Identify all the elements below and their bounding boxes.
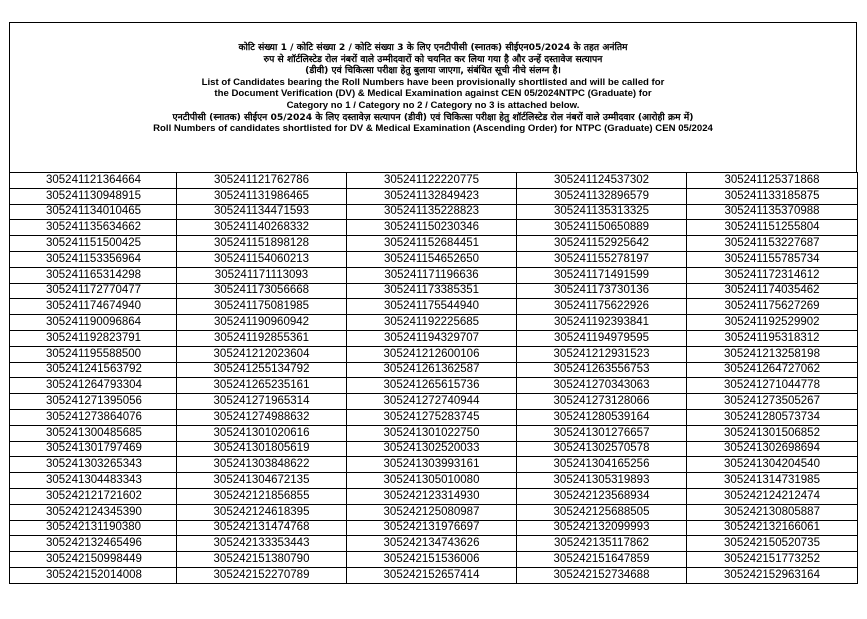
roll-number-cell: 305241175622926 [517, 299, 687, 315]
roll-number-cell: 305241133185875 [687, 188, 858, 204]
roll-number-cell: 305241264727062 [687, 362, 858, 378]
roll-number-cell: 305241152684451 [347, 236, 517, 252]
roll-number-cell: 305241153227687 [687, 236, 858, 252]
roll-number-cell: 305242151773252 [687, 552, 858, 568]
table-row [10, 473, 858, 489]
roll-number-cell: 305241171196636 [347, 267, 517, 283]
roll-number-cell: 305241150230346 [347, 220, 517, 236]
roll-number-cell: 305241192823791 [10, 330, 177, 346]
roll-number-cell: 305241212600106 [347, 346, 517, 362]
roll-number-cell: 305241175081985 [177, 299, 347, 315]
roll-number-cell: 305242123568934 [517, 488, 687, 504]
roll-number-cell: 305242125080987 [347, 504, 517, 520]
header-line-english-3: Category no 1 / Category no 2 / Category no 3 is attached below. [286, 99, 580, 111]
roll-number-cell: 305241195588500 [10, 346, 177, 362]
roll-number-cell: 305242152734688 [517, 567, 687, 583]
roll-number-cell: 305241140268332 [177, 220, 347, 236]
table-row [10, 567, 858, 583]
roll-number-cell: 305242132166061 [687, 520, 858, 536]
roll-number-cell: 305241265235161 [177, 378, 347, 394]
header-line-hindi-1: कोटि संख्या 1 / कोटि संख्या 2 / कोटि संख्या 3 के लिए एनटीपीसी (स्नातक) सीईएन05/2024 के तहत अनंतिम [238, 42, 628, 53]
table-row [10, 330, 858, 346]
roll-number-cell: 305242150520735 [687, 536, 858, 552]
roll-number-cell: 305241274988632 [177, 409, 347, 425]
roll-number-cell: 305241304672135 [177, 473, 347, 489]
table-row [10, 378, 858, 394]
roll-number-cell: 305241153356964 [10, 251, 177, 267]
roll-number-cell: 305241132849423 [347, 188, 517, 204]
roll-number-cell: 305241135228823 [347, 204, 517, 220]
roll-number-cell: 305242151536006 [347, 552, 517, 568]
roll-number-cell: 305241130948915 [10, 188, 177, 204]
roll-number-cell: 305241155785734 [687, 251, 858, 267]
roll-number-cell: 305241172770477 [10, 283, 177, 299]
roll-number-cell: 305241301276657 [517, 425, 687, 441]
roll-number-cell: 305242132099993 [517, 520, 687, 536]
roll-number-cell: 305242151647859 [517, 552, 687, 568]
roll-number-cell: 305241152925642 [517, 236, 687, 252]
roll-number-cell: 305241165314298 [10, 267, 177, 283]
roll-number-cell: 305241305319893 [517, 473, 687, 489]
roll-number-cell: 305241171113093 [177, 267, 347, 283]
roll-number-cell: 305241124537302 [517, 173, 687, 189]
roll-number-cell: 305241270343063 [517, 378, 687, 394]
roll-number-cell: 305242123314930 [347, 488, 517, 504]
roll-number-cell: 305241301797469 [10, 441, 177, 457]
table-row [10, 362, 858, 378]
roll-number-cell: 305242133353443 [177, 536, 347, 552]
roll-number-cell: 305241273128066 [517, 394, 687, 410]
roll-number-cell: 305241190096864 [10, 315, 177, 331]
table-row [10, 299, 858, 315]
roll-number-cell: 305241301506852 [687, 425, 858, 441]
roll-number-cell: 305241135370988 [687, 204, 858, 220]
roll-number-cell: 305241134010465 [10, 204, 177, 220]
roll-number-cell: 305241172314612 [687, 267, 858, 283]
roll-number-cell: 305242124212474 [687, 488, 858, 504]
roll-number-cell: 305241212023604 [177, 346, 347, 362]
roll-number-cell: 305242134743626 [347, 536, 517, 552]
roll-number-cell: 305242152270789 [177, 567, 347, 583]
roll-number-cell: 305241150650889 [517, 220, 687, 236]
table-row [10, 552, 858, 568]
roll-number-cell: 305241135634662 [10, 220, 177, 236]
table-row [10, 394, 858, 410]
roll-number-table [9, 172, 858, 584]
roll-number-cell: 305241271395056 [10, 394, 177, 410]
roll-number-cell: 305242121856855 [177, 488, 347, 504]
roll-number-cell: 305242131190380 [10, 520, 177, 536]
roll-number-cell: 305241135313325 [517, 204, 687, 220]
roll-number-cell: 305242135117862 [517, 536, 687, 552]
roll-number-cell: 305241171491599 [517, 267, 687, 283]
roll-number-cell: 305241263556753 [517, 362, 687, 378]
roll-number-cell: 305241241563792 [10, 362, 177, 378]
roll-number-cell: 305242131474768 [177, 520, 347, 536]
roll-number-cell: 305241151898128 [177, 236, 347, 252]
table-row [10, 204, 858, 220]
roll-number-cell: 305242152014008 [10, 567, 177, 583]
roll-number-cell: 305241265615736 [347, 378, 517, 394]
roll-number-cell: 305241190960942 [177, 315, 347, 331]
roll-number-cell: 305241173385351 [347, 283, 517, 299]
table-row [10, 536, 858, 552]
roll-number-cell: 305242131976697 [347, 520, 517, 536]
roll-number-cell: 305241174035462 [687, 283, 858, 299]
roll-number-cell: 305241131986465 [177, 188, 347, 204]
roll-number-cell: 305241175627269 [687, 299, 858, 315]
header-line-english-4: Roll Numbers of candidates shortlisted for DV & Medical Examination (Ascending Order) for NTPC (Graduate) CEN 05/2024 [153, 123, 713, 135]
roll-number-cell: 305241302570578 [517, 441, 687, 457]
roll-number-cell: 305241173056668 [177, 283, 347, 299]
document-page [9, 22, 857, 584]
roll-number-cell: 305241303993161 [347, 457, 517, 473]
roll-number-cell: 305241304483343 [10, 473, 177, 489]
roll-number-cell: 305242151380790 [177, 552, 347, 568]
table-row [10, 441, 858, 457]
roll-number-cell: 305241280573734 [687, 409, 858, 425]
roll-number-cell: 305241304204540 [687, 457, 858, 473]
table-row [10, 267, 858, 283]
roll-number-cell: 305241301020616 [177, 425, 347, 441]
roll-number-cell: 305241302698694 [687, 441, 858, 457]
roll-number-cell: 305241264793304 [10, 378, 177, 394]
roll-number-cell: 305241301022750 [347, 425, 517, 441]
roll-number-cell: 305241280539164 [517, 409, 687, 425]
roll-number-cell: 305241121364664 [10, 173, 177, 189]
roll-number-cell: 305241155278197 [517, 251, 687, 267]
header-line-hindi-2: रुप से शॉर्टलिस्टेड रोल नंबरों वाले उम्मीदवारों को चयनित कर लिया गया है और उन्हें दस्तावेज सत्यापन [263, 53, 603, 65]
table-row [10, 188, 858, 204]
roll-number-cell: 305241305010080 [347, 473, 517, 489]
table-row [10, 315, 858, 331]
roll-number-cell: 305241121762786 [177, 173, 347, 189]
roll-number-cell: 305241273864076 [10, 409, 177, 425]
roll-number-cell: 305242125688505 [517, 504, 687, 520]
roll-number-cell: 305241212931523 [517, 346, 687, 362]
roll-number-cell: 305241194979595 [517, 330, 687, 346]
roll-number-cell: 305242130805887 [687, 504, 858, 520]
table-row [10, 488, 858, 504]
roll-number-cell: 305241314731985 [687, 473, 858, 489]
roll-number-cell: 305241192529902 [687, 315, 858, 331]
roll-number-cell: 305241300485685 [10, 425, 177, 441]
header-line-hindi-3: (डीवी) एवं चिकित्सा परीक्षा हेतु बुलाया जाएगा, संबंधित सूची नीचे संलग्न है। [305, 65, 561, 77]
roll-number-cell: 305241151500425 [10, 236, 177, 252]
roll-number-cell: 305241301805619 [177, 441, 347, 457]
table-row [10, 236, 858, 252]
roll-number-cell: 305241192855361 [177, 330, 347, 346]
table-row [10, 457, 858, 473]
roll-number-cell: 305241122220775 [347, 173, 517, 189]
roll-number-cell: 305241195318312 [687, 330, 858, 346]
roll-number-cell: 305241272740944 [347, 394, 517, 410]
table-row [10, 251, 858, 267]
roll-number-cell: 305241175544940 [347, 299, 517, 315]
table-row [10, 520, 858, 536]
roll-number-cell: 305241304165256 [517, 457, 687, 473]
roll-number-cell: 305241173730136 [517, 283, 687, 299]
roll-number-cell: 305241271044778 [687, 378, 858, 394]
roll-number-cell: 305241134471593 [177, 204, 347, 220]
table-row [10, 425, 858, 441]
roll-number-cell: 305241271965314 [177, 394, 347, 410]
header-line-english-2: the Document Verification (DV) & Medical Examination against CEN 05/2024NTPC (Graduate) for [214, 88, 652, 100]
header-line-english-1: List of Candidates bearing the Roll Numbers have been provisionally shortlisted and will be called for [201, 76, 665, 88]
roll-number-cell: 305241213258198 [687, 346, 858, 362]
roll-number-cell: 305241303265343 [10, 457, 177, 473]
roll-number-cell: 305242152657414 [347, 567, 517, 583]
notice-header [9, 22, 857, 172]
roll-number-cell: 305242152963164 [687, 567, 858, 583]
roll-number-cell: 305241194329707 [347, 330, 517, 346]
roll-number-cell: 305242124345390 [10, 504, 177, 520]
roll-number-cell: 305241174674940 [10, 299, 177, 315]
roll-number-cell: 305242124618395 [177, 504, 347, 520]
roll-number-cell: 305241255134792 [177, 362, 347, 378]
roll-number-cell: 305241154060213 [177, 251, 347, 267]
roll-number-cell: 305241273505267 [687, 394, 858, 410]
roll-number-cell: 305241192225685 [347, 315, 517, 331]
table-row [10, 504, 858, 520]
table-row [10, 220, 858, 236]
header-line-hindi-4: एनटीपीसी (स्नातक) सीईएन 05/2024 के लिए दस्तावेज़ सत्यापन (डीवी) एवं चिकित्सा परीक्षा हेतु शॉर्टलिस्टेड रोल नंबरों वाले उम्मीदवार (आरोही क्रम में) [172, 111, 694, 123]
roll-number-cell: 305242121721602 [10, 488, 177, 504]
roll-number-cell: 305241275283745 [347, 409, 517, 425]
roll-number-cell: 305241132896579 [517, 188, 687, 204]
roll-number-cell: 305241303848622 [177, 457, 347, 473]
roll-number-cell: 305242132465496 [10, 536, 177, 552]
roll-number-cell: 305242150998449 [10, 552, 177, 568]
table-row [10, 346, 858, 362]
table-row [10, 409, 858, 425]
roll-number-cell: 305241154652650 [347, 251, 517, 267]
roll-number-cell: 305241192393841 [517, 315, 687, 331]
roll-number-cell: 305241125371868 [687, 173, 858, 189]
roll-number-cell: 305241151255804 [687, 220, 858, 236]
table-row [10, 173, 858, 189]
roll-number-cell: 305241302520033 [347, 441, 517, 457]
table-row [10, 283, 858, 299]
roll-number-cell: 305241261362587 [347, 362, 517, 378]
